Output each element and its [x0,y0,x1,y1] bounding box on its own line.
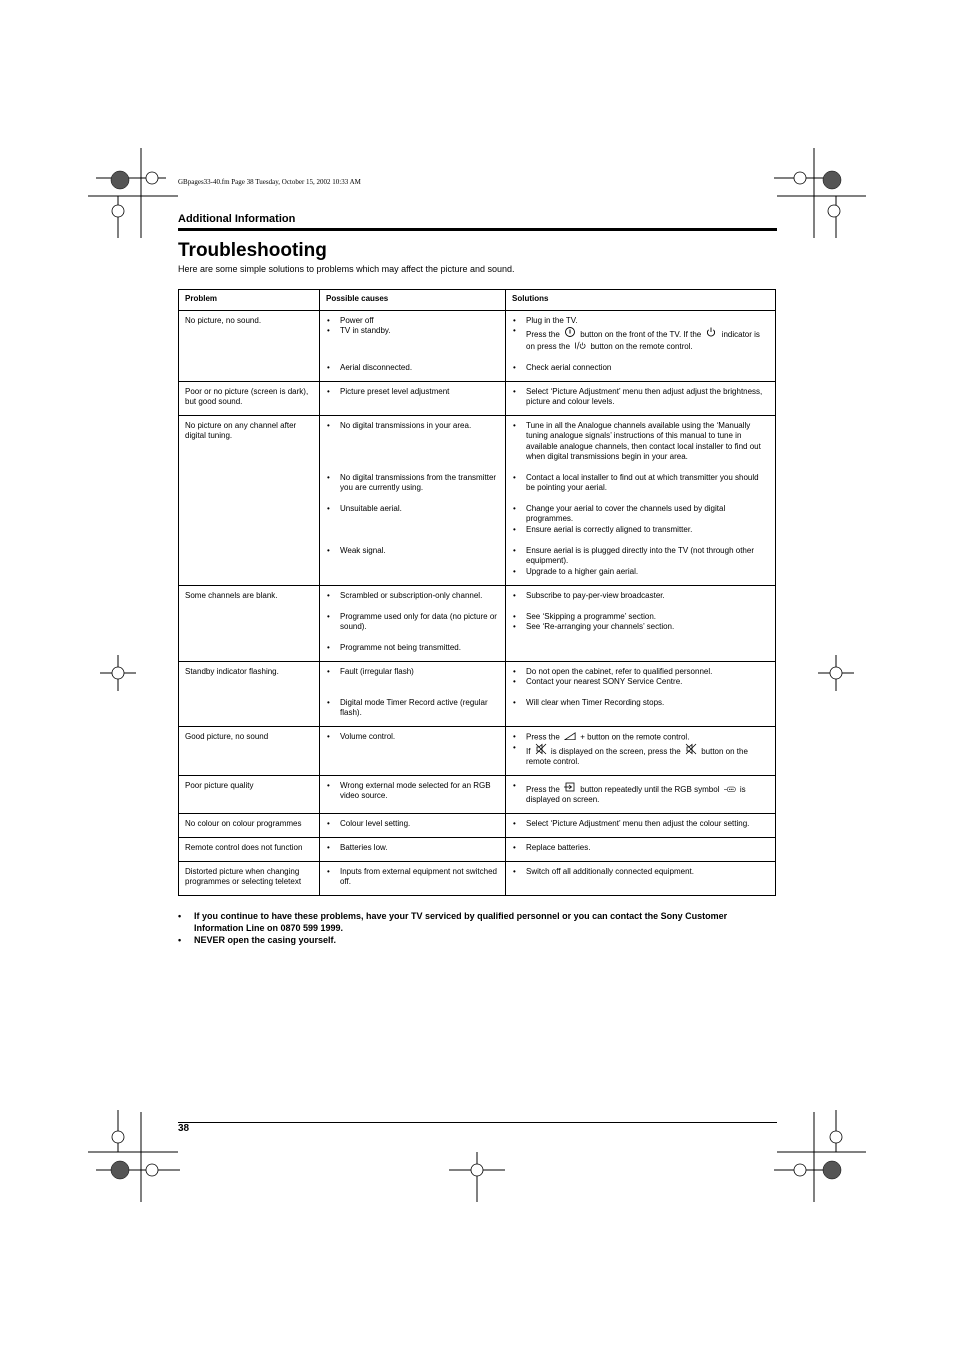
solution-group [512,612,769,633]
solution-item [512,546,769,567]
solution-item [512,781,769,806]
problem-cell: Poor or no picture (screen is dark), but good sound. [179,381,320,415]
notes [178,910,758,946]
cause-group [326,591,499,602]
causes-cell [320,310,506,381]
solution-text: Switch off all additionally connected equipment. [526,866,694,876]
cause-item: • Programme not being transmitted. [326,643,499,654]
solution-text: Replace batteries. [526,842,591,852]
table-row [179,775,776,813]
problem-cell: No colour on colour programmes [179,813,320,837]
solution-text: Select ‘Picture Adjustment’ menu then adjust adjust the brightness, picture and colour levels. [526,386,763,406]
note-item: • If you continue to have these problems, have your TV serviced by qualified personnel or you can contact the Sony Customer Information Line on 0870 599 1999. [178,910,758,934]
solution-group [512,473,769,494]
cause-item: • Weak signal. [326,546,499,557]
solution-item [512,743,769,768]
solution-item [512,677,769,688]
solution-group [512,504,769,536]
solutions-cell [506,813,776,837]
problem-cell: Standby indicator flashing. [179,661,320,726]
solutions-cell [506,861,776,895]
solution-group [512,698,769,719]
cause-group [326,363,499,374]
solutions-cell [506,726,776,775]
solution-item [512,667,769,678]
cause-item: • TV in standby. [326,326,499,337]
rgb-symbol-icon [724,786,736,795]
solution-text: Select ‘Picture Adjustment’ menu then adjust the colour setting. [526,818,750,828]
table-row [179,415,776,585]
header-causes: Possible causes [320,290,506,311]
cause-item: • Power off [326,316,499,327]
solution-text: button on the front of the TV. If the [578,330,704,339]
mute-icon [685,743,697,752]
solution-item [512,867,769,878]
solution-item [512,421,769,463]
solution-item [512,612,769,623]
cause-item: • No digital transmissions from the transmitter you are currently using. [326,473,499,494]
solution-text: Press the [526,330,563,339]
solution-text: indicator is on press the [526,330,760,351]
solution-text: Change your aerial to cover the channels used by digital programmes. [526,503,726,523]
cause-item: • Colour level setting. [326,819,499,830]
solution-item [512,316,769,327]
standby-indicator-icon [705,326,717,335]
cause-item: • Fault (irregular flash) [326,667,499,678]
page-number: 38 [178,1123,190,1134]
causes-cell [320,585,506,661]
causes-cell [320,813,506,837]
mute-icon [535,743,547,752]
solution-group [512,843,769,854]
cause-group [326,504,499,536]
solution-text: Do not open the cabinet, refer to qualified personnel. [526,666,713,676]
solution-text: If [526,746,533,756]
solution-item [512,504,769,525]
solution-item [512,567,769,578]
solution-text: Ensure aerial is correctly aligned to transmitter. [526,524,693,534]
solutions-cell [506,775,776,813]
solution-text: button repeatedly until the RGB symbol [578,784,722,794]
solution-group [512,387,769,408]
cause-group [326,546,499,578]
solution-group [512,819,769,830]
cause-group [326,819,499,830]
cause-group [326,667,499,688]
solution-text: button on the remote control. [526,746,748,767]
troubleshooting-table [178,289,776,896]
causes-cell [320,381,506,415]
solution-text: is displayed on the screen, press the [548,746,683,756]
solution-item [512,698,769,709]
solution-group [512,643,769,654]
solutions-cell [506,837,776,861]
solution-text: Plug in the TV. [526,315,578,325]
standby-button-icon [574,341,586,350]
problem-cell: No picture, no sound. [179,310,320,381]
solution-item [512,732,769,743]
cause-group [326,387,499,408]
solutions-cell [506,585,776,661]
cause-item: • Digital mode Timer Record active (regular flash). [326,698,499,719]
solution-item [512,326,769,352]
solutions-cell [506,310,776,381]
solution-text: See ‘Re-arranging your channels’ section. [526,622,675,631]
table-row [179,310,776,381]
table-row [179,837,776,861]
solution-group [512,316,769,353]
causes-cell [320,415,506,585]
section-rule [178,228,777,231]
solution-group [512,732,769,768]
cause-item: • Programme used only for data (no picture or sound). [326,612,499,633]
solution-text: is displayed on screen. [526,784,746,805]
solution-group [512,591,769,602]
footer-rule [178,1122,777,1123]
solution-item [512,473,769,494]
table-row [179,813,776,837]
cause-item: • No digital transmissions in your area. [326,421,499,432]
problem-cell: Remote control does not function [179,837,320,861]
cause-group [326,643,499,654]
solutions-cell [506,661,776,726]
cause-group [326,316,499,353]
problem-cell: Good picture, no sound [179,726,320,775]
page-title: Troubleshooting [178,240,327,261]
solution-text: Contact a local installer to find out at which transmitter you should be pointing your aerial. [526,472,759,492]
solution-item [512,387,769,408]
cause-group [326,612,499,633]
solutions-cell [506,381,776,415]
solution-text: Will clear when Timer Recording stops. [526,697,665,707]
cause-item: • Scrambled or subscription-only channel. [326,591,499,602]
table-row [179,726,776,775]
causes-cell [320,861,506,895]
solution-text: See ‘Skipping a programme’ section. [526,611,656,621]
solution-group [512,546,769,578]
solution-group [512,667,769,688]
cause-group [326,421,499,463]
table-row [179,861,776,895]
cause-group [326,473,499,494]
cause-item: • Aerial disconnected. [326,363,499,374]
cause-item: • Volume control. [326,732,499,743]
solution-text: + button on the remote control. [578,732,690,742]
cause-group [326,867,499,888]
solution-item [512,525,769,536]
solution-group [512,867,769,888]
problem-cell: Poor picture quality [179,775,320,813]
solution-group [512,363,769,374]
cause-item: • Batteries low. [326,843,499,854]
cause-item: • Unsuitable aerial. [326,504,499,515]
solution-text: Check aerial connection [526,362,612,372]
cause-item: • Wrong external mode selected for an RGB video source. [326,781,499,802]
cause-group [326,843,499,854]
problem-cell: No picture on any channel after digital tuning. [179,415,320,585]
table-row [179,381,776,415]
solution-group [512,421,769,463]
solutions-cell [506,415,776,585]
problem-cell: Some channels are blank. [179,585,320,661]
cause-group [326,698,499,719]
causes-cell [320,661,506,726]
cause-group [326,732,499,768]
solution-text: Subscribe to pay-per-view broadcaster. [526,590,665,600]
causes-cell [320,726,506,775]
cause-group [326,781,499,806]
causes-cell [320,775,506,813]
cause-item: • Picture preset level adjustment [326,387,499,398]
section-title: Additional Information [178,213,296,225]
solution-text: Press the [526,732,563,742]
solution-item [512,591,769,602]
solution-group [512,781,769,806]
solution-text: Tune in all the Analogue channels available using the ‘Manually tuning analogue signals’ instructions of this manual to tune in available analogue channels, then contact local installer to find out when digital transmissions begin in your area. [526,420,761,461]
power-button-icon [564,326,576,335]
note-item: • NEVER open the casing yourself. [178,934,758,946]
table-row [179,661,776,726]
causes-cell [320,837,506,861]
intro-text: Here are some simple solutions to problems which may affect the picture and sound. [178,264,515,274]
solution-item [512,363,769,374]
solution-text: Contact your nearest SONY Service Centre. [526,677,683,686]
solution-text: Press the [526,784,563,794]
file-header: GBpages33-40.fm Page 38 Tuesday, October 15, 2002 10:33 AM [178,178,361,186]
solution-text: button on the remote control. [588,341,693,351]
table-row [179,585,776,661]
solution-item [512,622,769,633]
solution-item [512,843,769,854]
header-problem: Problem [179,290,320,311]
problem-cell: Distorted picture when changing programmes or selecting teletext [179,861,320,895]
input-select-icon [564,781,576,790]
cause-item: • Inputs from external equipment not switched off. [326,867,499,888]
solution-text: Upgrade to a higher gain aerial. [526,566,639,576]
solution-text: Ensure aerial is is plugged directly into the TV (not through other equipment). [526,545,754,565]
header-solutions: Solutions [506,290,776,311]
solution-item [512,819,769,830]
table-header-row [179,290,776,311]
volume-icon [564,732,576,741]
